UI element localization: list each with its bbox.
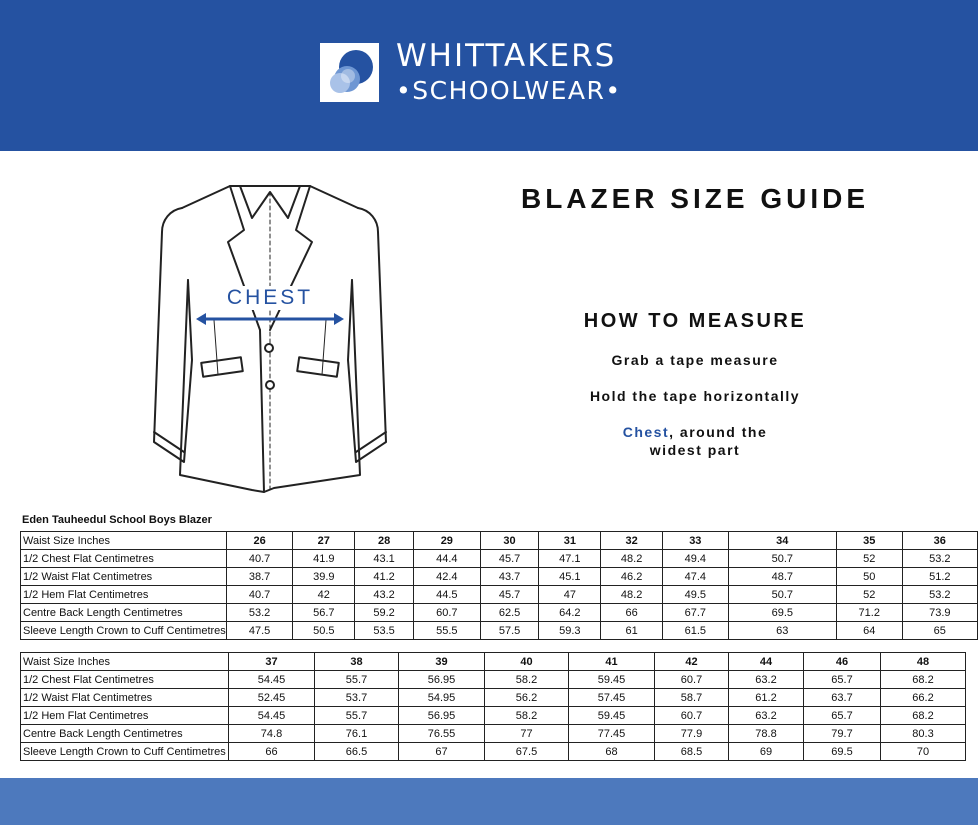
overlapping-circles-logo-icon: [320, 43, 379, 102]
table-cell: 42.4: [414, 568, 481, 586]
table-cell: 45.7: [480, 550, 539, 568]
table-cell: 47.4: [663, 568, 729, 586]
table-header-row: [21, 532, 978, 550]
table-cell: 50.7: [728, 586, 836, 604]
table-row: [21, 586, 978, 604]
table-header-row: [21, 653, 966, 671]
table-cell: 58.7: [655, 689, 729, 707]
table-cell: 63.2: [729, 707, 804, 725]
step-chest-widest: [520, 423, 870, 459]
size-header-cell: 27: [293, 532, 355, 550]
row-label: 1/2 Waist Flat Centimetres: [21, 568, 227, 586]
table-cell: 64: [836, 622, 902, 640]
table-cell: 66.2: [881, 689, 966, 707]
table-cell: 59.3: [539, 622, 601, 640]
step-hold-horizontal: Hold the tape horizontally: [589, 388, 801, 404]
row-label: 1/2 Chest Flat Centimetres: [21, 550, 227, 568]
table-row: [21, 622, 978, 640]
table-cell: 69.5: [728, 604, 836, 622]
table-row: [21, 725, 966, 743]
table-cell: 49.5: [663, 586, 729, 604]
table-cell: 60.7: [655, 707, 729, 725]
size-header-cell: 28: [355, 532, 414, 550]
size-header-cell: 36: [902, 532, 977, 550]
table-cell: 77.45: [569, 725, 655, 743]
table-cell: 69: [729, 743, 804, 761]
table-cell: 66: [601, 604, 663, 622]
size-header-cell: 26: [226, 532, 293, 550]
table-cell: 48.2: [601, 586, 663, 604]
table-cell: 56.95: [399, 707, 485, 725]
table-cell: 52: [836, 586, 902, 604]
row-label: Sleeve Length Crown to Cuff Centimetres: [21, 622, 227, 640]
table-cell: 63.7: [804, 689, 881, 707]
step-chest-line2: widest part: [649, 442, 741, 458]
size-header-cell: 31: [539, 532, 601, 550]
table-cell: 47.5: [226, 622, 293, 640]
step-grab-tape: Grab a tape measure: [611, 352, 779, 368]
table-row: [21, 568, 978, 586]
table-cell: 55.5: [414, 622, 481, 640]
table-row: [21, 689, 966, 707]
table-cell: 67: [399, 743, 485, 761]
table-cell: 44.5: [414, 586, 481, 604]
table-cell: 66: [229, 743, 315, 761]
size-header-cell: 38: [315, 653, 399, 671]
table-row: [21, 550, 978, 568]
size-header-cell: 32: [601, 532, 663, 550]
row-label: 1/2 Hem Flat Centimetres: [21, 707, 229, 725]
table-cell: 61.5: [663, 622, 729, 640]
table-cell: 42: [293, 586, 355, 604]
size-header-cell: 33: [663, 532, 729, 550]
row-label: Centre Back Length Centimetres: [21, 725, 229, 743]
step-chest-text: , around the: [669, 424, 768, 440]
table-cell: 74.8: [229, 725, 315, 743]
table-cell: 69.5: [804, 743, 881, 761]
table-cell: 48.7: [728, 568, 836, 586]
size-header-cell: 30: [480, 532, 539, 550]
table-cell: 73.9: [902, 604, 977, 622]
table-cell: 54.45: [229, 707, 315, 725]
table-row: [21, 743, 966, 761]
table-cell: 55.7: [315, 671, 399, 689]
table-cell: 60.7: [414, 604, 481, 622]
table-cell: 57.45: [569, 689, 655, 707]
table-cell: 76.55: [399, 725, 485, 743]
table-cell: 40.7: [226, 550, 293, 568]
size-header-cell: 46: [804, 653, 881, 671]
size-header-cell: 35: [836, 532, 902, 550]
row-label: 1/2 Hem Flat Centimetres: [21, 586, 227, 604]
table-cell: 61: [601, 622, 663, 640]
size-header-cell: 44: [729, 653, 804, 671]
table-cell: 58.2: [485, 671, 569, 689]
size-header-cell: 29: [414, 532, 481, 550]
table-cell: 50: [836, 568, 902, 586]
size-header-cell: 39: [399, 653, 485, 671]
row-label: 1/2 Chest Flat Centimetres: [21, 671, 229, 689]
table-cell: 52.45: [229, 689, 315, 707]
size-table-1: [20, 531, 978, 640]
table-cell: 40.7: [226, 586, 293, 604]
table-cell: 68: [569, 743, 655, 761]
table-cell: 49.4: [663, 550, 729, 568]
size-header-cell: 40: [485, 653, 569, 671]
table-cell: 79.7: [804, 725, 881, 743]
table-cell: 77.9: [655, 725, 729, 743]
table-cell: 65: [902, 622, 977, 640]
table-cell: 43.1: [355, 550, 414, 568]
table-cell: 62.5: [480, 604, 539, 622]
step-chest-highlight: Chest: [622, 424, 670, 440]
table-cell: 41.9: [293, 550, 355, 568]
table-cell: 59.45: [569, 671, 655, 689]
row-label: Waist Size Inches: [21, 653, 229, 671]
table-cell: 47: [539, 586, 601, 604]
table-cell: 71.2: [836, 604, 902, 622]
size-header-cell: 42: [655, 653, 729, 671]
table-cell: 55.7: [315, 707, 399, 725]
table-cell: 65.7: [804, 707, 881, 725]
table-cell: 39.9: [293, 568, 355, 586]
brand-name-line1: WHITTAKERS: [396, 38, 617, 74]
table-cell: 45.7: [480, 586, 539, 604]
table-cell: 67.5: [485, 743, 569, 761]
table-cell: 45.1: [539, 568, 601, 586]
table-cell: 68.2: [881, 671, 966, 689]
table-cell: 43.2: [355, 586, 414, 604]
table-cell: 53.2: [226, 604, 293, 622]
table-cell: 63: [728, 622, 836, 640]
size-table-2: [20, 652, 966, 761]
brand-name-line2: •SCHOOLWEAR•: [396, 76, 622, 105]
table-cell: 54.95: [399, 689, 485, 707]
size-header-cell: 48: [881, 653, 966, 671]
table-cell: 60.7: [655, 671, 729, 689]
table-cell: 70: [881, 743, 966, 761]
table-cell: 61.2: [729, 689, 804, 707]
table-cell: 53.2: [902, 550, 977, 568]
table-cell: 50.7: [728, 550, 836, 568]
table-cell: 59.2: [355, 604, 414, 622]
row-label: Sleeve Length Crown to Cuff Centimetres: [21, 743, 229, 761]
table-row: [21, 604, 978, 622]
table-cell: 58.2: [485, 707, 569, 725]
table-cell: 47.1: [539, 550, 601, 568]
table-cell: 48.2: [601, 550, 663, 568]
table-row: [21, 671, 966, 689]
page-title: BLAZER SIZE GUIDE: [520, 183, 869, 214]
table-cell: 56.2: [485, 689, 569, 707]
table-cell: 43.7: [480, 568, 539, 586]
table-cell: 54.45: [229, 671, 315, 689]
table-cell: 56.95: [399, 671, 485, 689]
size-header-cell: 37: [229, 653, 315, 671]
table-cell: 38.7: [226, 568, 293, 586]
row-label: Centre Back Length Centimetres: [21, 604, 227, 622]
table-cell: 53.5: [355, 622, 414, 640]
brand-footer: [0, 778, 978, 825]
brand-header: [0, 0, 978, 151]
how-to-measure-heading: HOW TO MEASURE: [583, 310, 807, 332]
table-cell: 65.7: [804, 671, 881, 689]
row-label: Waist Size Inches: [21, 532, 227, 550]
size-header-cell: 34: [728, 532, 836, 550]
table-cell: 51.2: [902, 568, 977, 586]
table-cell: 44.4: [414, 550, 481, 568]
table-cell: 80.3: [881, 725, 966, 743]
table-cell: 53.7: [315, 689, 399, 707]
size-header-cell: 41: [569, 653, 655, 671]
table-cell: 63.2: [729, 671, 804, 689]
table-caption: Eden Tauheedul School Boys Blazer: [22, 514, 212, 526]
table-cell: 78.8: [729, 725, 804, 743]
table-cell: 64.2: [539, 604, 601, 622]
table-cell: 68.5: [655, 743, 729, 761]
chest-label: CHEST: [210, 286, 330, 310]
table-cell: 67.7: [663, 604, 729, 622]
table-cell: 68.2: [881, 707, 966, 725]
table-cell: 41.2: [355, 568, 414, 586]
table-cell: 52: [836, 550, 902, 568]
table-row: [21, 707, 966, 725]
table-cell: 46.2: [601, 568, 663, 586]
row-label: 1/2 Waist Flat Centimetres: [21, 689, 229, 707]
table-cell: 57.5: [480, 622, 539, 640]
table-cell: 66.5: [315, 743, 399, 761]
blazer-diagram: [140, 170, 400, 500]
table-cell: 76.1: [315, 725, 399, 743]
table-cell: 59.45: [569, 707, 655, 725]
table-cell: 53.2: [902, 586, 977, 604]
table-cell: 77: [485, 725, 569, 743]
table-cell: 50.5: [293, 622, 355, 640]
table-cell: 56.7: [293, 604, 355, 622]
